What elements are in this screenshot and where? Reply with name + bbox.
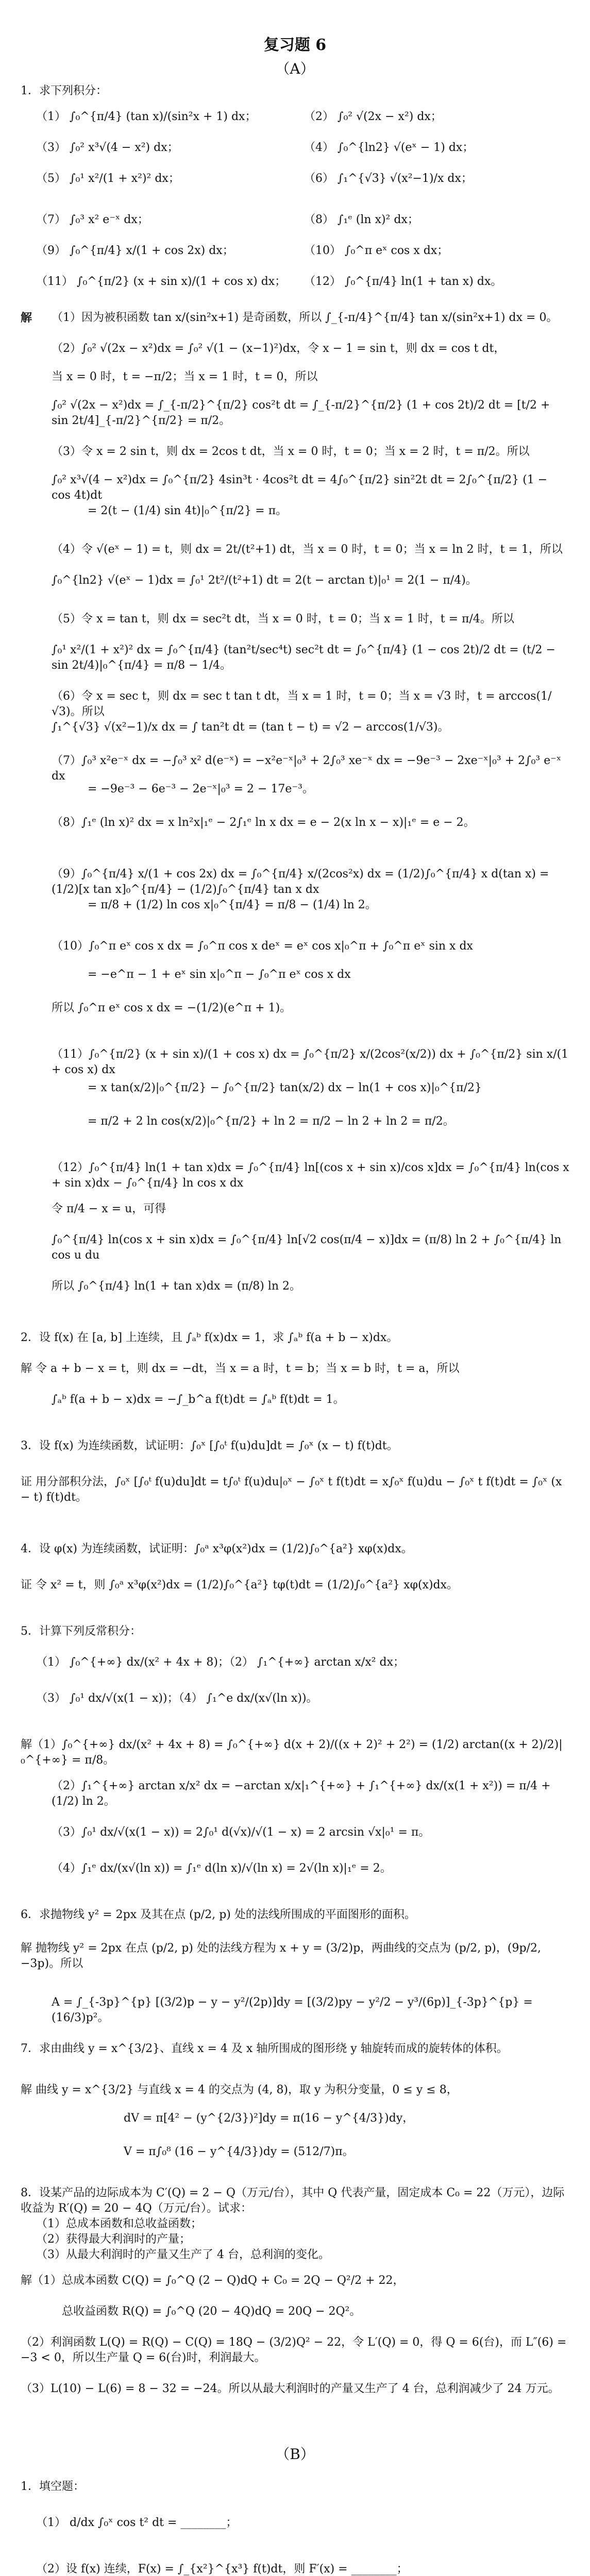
problem-8-line: 总收益函数 R(Q) = ∫₀^Q (20 − 4Q)dQ = 20Q − 2Q²。 xyxy=(62,2305,361,2318)
problem-5-line: （3） ∫₀¹ dx/√(x(1 − x))；（4） ∫₁^e dx/(x√(ln x))。 xyxy=(36,1692,318,1705)
problem-1-item: （1） ∫₀^{π/4} (tan x)/(sin²x + 1) dx； xyxy=(36,110,257,123)
problem-1-item: （10） ∫₀^π eˣ cos x dx； xyxy=(304,244,449,257)
solution-line: （9）∫₀^{π/4} x/(1 + cos 2x) dx = ∫₀^{π/4} x/(2cos²x) dx = (1/2)∫₀^{π/4} x d(tan x) = (1/2)[x tan x]₀^{π/4} − (1/2)∫₀^{π/4} tan x dx xyxy=(52,868,553,896)
problem-4-line: 4．设 φ(x) 为连续函数，试证明：∫₀ᵃ x³φ(x²)dx = (1/2)∫₀^{a²} xφ(x)dx。 xyxy=(21,1543,413,1555)
problem-1-item: （7） ∫₀³ x² e⁻ˣ dx； xyxy=(36,213,149,226)
solution-line: （12）∫₀^{π/4} ln(1 + tan x)dx = ∫₀^{π/4} ln[(cos x + sin x)/cos x]dx = ∫₀^{π/4} ln(cos x + sin x)dx − ∫₀^{π/4} ln cos x dx xyxy=(52,1161,573,1190)
problem-3-line: 证 用分部积分法，∫₀ˣ [∫₀ᵗ f(u)du]dt = t∫₀ᵗ f(u)du|₀ˣ − ∫₀ˣ t f(t)dt = x∫₀ˣ f(u)du − ∫₀ˣ t f(t)dt = ∫₀ˣ (x − t) f(t)dt。 xyxy=(21,1476,566,1504)
solution-line: ∫₀² √(2x − x²)dx = ∫_{-π/2}^{π/2} cos²t dt = ∫_{-π/2}^{π/2} (1 + cos 2t)/2 dt = [t/2 + sin 2t/4]_{-π/2}^{π/2} = π/2。 xyxy=(52,399,554,427)
problem-7-line: 解 曲线 y = x^{3/2} 与直线 x = 4 的交点为 (4, 8)，取 y 为积分变量，0 ≤ y ≤ 8， xyxy=(21,2083,458,2096)
problem-5-line: 5．计算下列反常积分： xyxy=(21,1625,141,1638)
problem-1-item: （6） ∫₁^{√3} √(x²−1)/x dx； xyxy=(304,172,473,185)
solution-line: （11）∫₀^{π/2} (x + sin x)/(1 + cos x) dx = ∫₀^{π/2} x/(2cos²(x/2)) dx + ∫₀^{π/2} sin x/(1 + cos x) dx xyxy=(52,1048,572,1076)
solution-line: ∫₀¹ x²/(1 + x²)² dx = ∫₀^{π/4} (tan²t/sec⁴t) sec²t dt = ∫₀^{π/4} (1 − cos 2t)/2 dt = (t/2 − sin 2t/4)|₀^{π/4} = π/8 − 1/4。 xyxy=(52,643,559,672)
section-b-label: （B） xyxy=(275,2446,315,2463)
problem-2-line: 解 令 a + b − x = t，则 dx = −dt，当 x = a 时，t = b；当 x = b 时，t = a，所以 xyxy=(21,1362,460,1375)
solution-line: （7）∫₀³ x²e⁻ˣ dx = −∫₀³ x² d(e⁻ˣ) = −x²e⁻ˣ|₀³ + 2∫₀³ xe⁻ˣ dx = −9e⁻³ − 2xe⁻ˣ|₀³ + 2∫₀³ e⁻ˣ dx xyxy=(52,754,565,783)
problem-5-line: （2）∫₁^{+∞} arctan x/x² dx = −arctan x/x|₁^{+∞} + ∫₁^{+∞} dx/(x(1 + x²)) = π/4 + (1/2) ln 2。 xyxy=(52,1780,554,1808)
problem-1-item: （2） ∫₀² √(2x − x²) dx； xyxy=(304,110,442,123)
solution-label: 解 xyxy=(21,311,32,325)
solution-line: （6）令 x = sec t，则 dx = sec t tan t dt，当 x = 1 时，t = 0；当 x = √3 时，t = arccos(1/√3)。所以 xyxy=(52,690,552,718)
solution-line: （1）因为被积函数 tan x/(sin²x+1) 是奇函数，所以 ∫_{-π/4}^{π/4} tan x/(sin²x+1) dx = 0。 xyxy=(52,311,558,324)
solution-line: 所以 ∫₀^π eˣ cos x dx = −(1/2)(e^π + 1)。 xyxy=(52,1002,292,1014)
problem-8-line: 解（1）总成本函数 C(Q) = ∫₀^Q (2 − Q)dQ + C₀ = 2Q − Q²/2 + 22， xyxy=(21,2274,404,2287)
page-title: 复习题 6 xyxy=(263,36,327,54)
solution-line: （10）∫₀^π eˣ cos x dx = ∫₀^π cos x deˣ = eˣ cos x|₀^π + ∫₀^π eˣ sin x dx xyxy=(52,940,473,953)
solution-line: = π/8 + (1/2) ln cos x|₀^{π/4} = π/8 − (1/4) ln 2。 xyxy=(88,899,377,911)
solution-line: （2）∫₀² √(2x − x²)dx = ∫₀² √(1 − (x−1)²)dx，令 x − 1 = sin t，则 dx = cos t dt， xyxy=(52,342,505,355)
solution-line: 所以 ∫₀^{π/4} ln(1 + tan x)dx = (π/8) ln 2。 xyxy=(52,1280,301,1293)
problem-1-item: （3） ∫₀² x³√(4 − x²) dx； xyxy=(36,141,179,154)
problem-8-line: 8．设某产品的边际成本为 C′(Q) = 2 − Q（万元/台），其中 Q 代表产量，固定成本 C₀ = 22（万元），边际收益为 R′(Q) = 20 − 4Q（万元/台）。试求： xyxy=(21,2187,565,2215)
problem-5-line: （3）∫₀¹ dx/√(x(1 − x)) = 2∫₀¹ d(√x)/√(1 − x) = 2 arcsin √x|₀¹ = π。 xyxy=(52,1826,430,1839)
problem-5-line: （1） ∫₀^{+∞} dx/(x² + 4x + 8)；（2） ∫₁^{+∞} arctan x/x² dx； xyxy=(36,1656,405,1669)
solution-line: ∫₀² x³√(4 − x²)dx = ∫₀^{π/2} 4sin³t · 4cos²t dt = 4∫₀^{π/2} sin²2t dt = 2∫₀^{π/2} (1 − cos 4t)dt xyxy=(52,473,551,502)
solution-line: 当 x = 0 时，t = −π/2；当 x = 1 时，t = 0，所以 xyxy=(52,370,318,383)
solution-line: = −e^π − 1 + eˣ sin x|₀^π − ∫₀^π eˣ cos x dx xyxy=(88,968,351,981)
solution-line: = π/2 + 2 ln cos(x/2)|₀^{π/2} + ln 2 = π/2 − ln 2 + ln 2 = π/2。 xyxy=(88,1115,454,1128)
solution-line: = 2(t − (1/4) sin 4t)|₀^{π/2} = π。 xyxy=(88,504,288,517)
problem-8-line: （1）总成本函数和总收益函数； xyxy=(36,2217,202,2230)
solution-line: ∫₀^{π/4} ln(cos x + sin x)dx = ∫₀^{π/4} ln[√2 cos(π/4 − x)]dx = (π/8) ln 2 + ∫₀^{π/4} ln cos u du xyxy=(52,1233,565,1262)
solution-line: = x tan(x/2)|₀^{π/2} − ∫₀^{π/2} tan(x/2) dx − ln(1 + cos x)|₀^{π/2} xyxy=(88,1081,482,1094)
problem-7-line: V = π∫₀⁸ (16 − y^{4/3})dy = (512/7)π。 xyxy=(124,2145,354,2158)
problem-6-line: A = ∫_{-3p}^{p} [(3/2)p − y − y²/(2p)]dy = [(3/2)py − y²/2 − y³/(6p)]_{-3p}^{p} = (16/3)p²。 xyxy=(52,1996,536,2024)
problem-1-item: （5） ∫₀¹ x²/(1 + x²)² dx； xyxy=(36,172,180,185)
problem-7-line: 7．求由曲线 y = x^{3/2}、直线 x = 4 及 x 轴所围成的图形绕 y 轴旋转而成的旋转体的体积。 xyxy=(21,2042,508,2055)
solution-line: ∫₁^{√3} √(x²−1)/x dx = ∫ tan²t dt = (tan t − t) = √2 − arccos(1/√3)。 xyxy=(52,721,449,734)
problem-1-heading: 1．求下列积分： xyxy=(21,84,107,97)
problem-4-line: 证 令 x² = t，则 ∫₀ᵃ x³φ(x²)dx = (1/2)∫₀^{a²} tφ(t)dt = (1/2)∫₀^{a²} xφ(x)dx。 xyxy=(21,1579,459,1591)
solution-line: = −9e⁻³ − 6e⁻³ − 2e⁻ˣ|₀³ = 2 − 17e⁻³。 xyxy=(88,783,314,795)
problem-1-item: （4） ∫₀^{ln2} √(eˣ − 1) dx； xyxy=(304,141,474,154)
problem-1-item: （8） ∫₁ᵉ (ln x)² dx； xyxy=(304,213,419,226)
solution-line: （3）令 x = 2 sin t，则 dx = 2cos t dt，当 x = 0 时，t = 0；当 x = 2 时，t = π/2。所以 xyxy=(52,445,530,458)
solution-line: ∫₀^{ln2} √(eˣ − 1)dx = ∫₀¹ 2t²/(t²+1) dt = 2(t − arctan t)|₀¹ = 2(1 − π/4)。 xyxy=(52,574,477,587)
problem-1-item: （12） ∫₀^{π/4} ln(1 + tan x) dx。 xyxy=(304,275,502,288)
section-a-label: （A） xyxy=(275,60,315,77)
solution-line: （4）令 √(eˣ − 1) = t，则 dx = 2t/(t²+1) dt，当 x = 0 时，t = 0；当 x = ln 2 时，t = 1，所以 xyxy=(52,543,563,556)
fill-blank-item: （2）设 f(x) 连续，F(x) = ∫_{x²}^{x³} f(t)dt，则 F′(x) = ________； xyxy=(36,2563,408,2575)
problem-8-line: （2）获得最大利润时的产量； xyxy=(36,2233,191,2246)
problem-2-line: ∫ₐᵇ f(a + b − x)dx = −∫_b^a f(t)dt = ∫ₐᵇ f(t)dt = 1。 xyxy=(52,1393,345,1406)
problem-5-line: （4）∫₁ᵉ dx/(x√(ln x)) = ∫₁ᵉ d(ln x)/√(ln x) = 2√(ln x)|₁ᵉ = 2。 xyxy=(52,1862,392,1875)
problem-6-line: 6．求抛物线 y² = 2px 及其在点 (p/2, p) 处的法线所围成的平面图形的面积。 xyxy=(21,1908,416,1921)
fill-blank-item: （1） d/dx ∫₀ˣ cos t² dt = ________； xyxy=(36,2516,238,2529)
problem-8-line: （3）从最大利润时的产量又生产了 4 台，总利润的变化。 xyxy=(36,2248,330,2261)
fill-blank-heading: 1．填空题： xyxy=(21,2480,85,2493)
problem-1-item: （11） ∫₀^{π/2} (x + sin x)/(1 + cos x) dx； xyxy=(36,275,286,288)
problem-5-line: 解（1）∫₀^{+∞} dx/(x² + 4x + 8) = ∫₀^{+∞} d(x + 2)/((x + 2)² + 2²) = (1/2) arctan((x + 2)/2)|₀^{+∞} = π/8。 xyxy=(21,1738,563,1767)
solution-line: （5）令 x = tan t，则 dx = sec²t dt，当 x = 0 时，t = 0；当 x = 1 时，t = π/4。所以 xyxy=(52,613,514,625)
problem-3-line: 3．设 f(x) 为连续函数，试证明：∫₀ˣ [∫₀ᵗ f(u)du]dt = ∫₀ˣ (x − t) f(t)dt。 xyxy=(21,1439,398,1452)
problem-1-item: （9） ∫₀^{π/4} x/(1 + cos 2x) dx； xyxy=(36,244,234,257)
problem-2-line: 2．设 f(x) 在 [a, b] 上连续，且 ∫ₐᵇ f(x)dx = 1，求 ∫ₐᵇ f(a + b − x)dx。 xyxy=(21,1331,398,1344)
problem-6-line: 解 抛物线 y² = 2px 在点 (p/2, p) 处的法线方程为 x + y = (3/2)p，两曲线的交点为 (p/2, p)，(9p/2, −3p)。所以 xyxy=(21,1942,545,1970)
problem-7-line: dV = π[4² − (y^{2/3})²]dy = π(16 − y^{4/3})dy， xyxy=(124,2112,414,2125)
solution-line: 令 π/4 − x = u，可得 xyxy=(52,1202,166,1215)
solution-line: （8）∫₁ᵉ (ln x)² dx = x ln²x|₁ᵉ − 2∫₁ᵉ ln x dx = e − 2(x ln x − x)|₁ᵉ = e − 2。 xyxy=(52,816,475,829)
problem-8-line: （3）L(10) − L(6) = 8 − 32 = −24。所以从最大利润时的产量又生产了 4 台，总利润减少了 24 万元。 xyxy=(21,2382,560,2395)
problem-8-line: （2）利润函数 L(Q) = R(Q) − C(Q) = 18Q − (3/2)Q² − 22，令 L′(Q) = 0，得 Q = 6(台)，而 L″(6) = −3 < 0，所以生产量 Q = 6(台)时，利润最大。 xyxy=(21,2336,570,2364)
